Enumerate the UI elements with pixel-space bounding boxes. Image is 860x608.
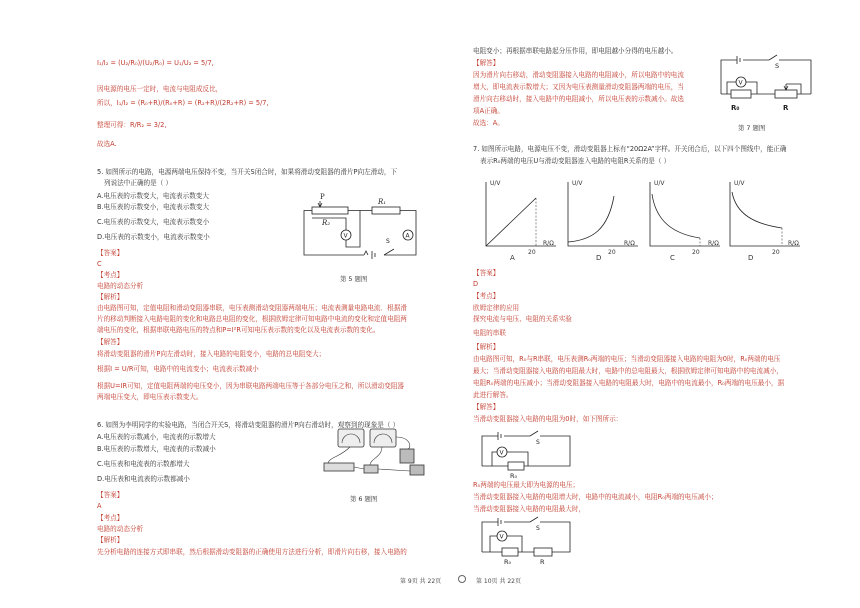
answer-label: 【答案】 xyxy=(97,249,124,257)
question-6-stem: 6. 如图为李明同学的实验电路，当闭合开关S，将滑动变阻器的滑片P向右滑动时，观察到的现象是（ ） xyxy=(97,421,400,429)
jieda-text: 根据I = U/R可知，电路中的电流变小；电流表示数减小 xyxy=(97,365,259,373)
answer-label: 【答案】 xyxy=(473,269,500,277)
answer-value: A xyxy=(97,502,102,510)
kaodian-value: 电路的动态分析 xyxy=(97,525,144,533)
graph-ylabel: U/V xyxy=(572,180,583,187)
jiexi-text: 最大；当滑动变阻器接入电路的电阻最大时，电路中的总电阻最大，根据欧姆定律可知电路中的电流减小， xyxy=(473,367,783,375)
figure-caption: 第 7 题图 xyxy=(738,124,766,132)
kaodian-value: 电阻的串联 xyxy=(473,329,506,337)
svg-text:R: R xyxy=(540,558,545,566)
jieda-text: 根据U=IR可知，定值电阻两端的电压变小，因为串联电路两端电压等于各部分电压之和，所以滑动变阻器 xyxy=(97,382,405,390)
answer-line: 故选A. xyxy=(97,140,117,148)
question-5-stem: 5. 如图所示的电路，电源两端电压保持不变，当开关S闭合时，如果将滑动变阻器的滑片P向左滑动，下 xyxy=(97,168,398,176)
answer-value: D xyxy=(473,280,479,288)
svg-text:V: V xyxy=(499,449,504,457)
option-a: A.电压表的示数变大，电流表示数变大 xyxy=(97,192,209,200)
graph-ylabel: U/V xyxy=(734,180,745,187)
text-line: 电阻变小；再根据串联电路起分压作用，即电阻越小分得的电压越小。 xyxy=(473,47,678,55)
graph-d xyxy=(724,178,804,264)
jiexi-label: 【解析】 xyxy=(473,343,500,351)
kaodian-label: 【考点】 xyxy=(97,271,124,279)
jiexi-text: 由电路图可知，定值电阻和滑动变阻器串联，电压表测滑动变阻器两端电压；电流表测量电路电流．根据滑 xyxy=(97,304,407,312)
apparatus-diagram-q6 xyxy=(320,427,438,485)
text-line: 因电源的电压一定时，电流与电阻成反比， xyxy=(97,85,223,93)
kaodian-value: 电路的动态分析 xyxy=(97,282,144,290)
option-d: D.电压表的示数变小，电流表示数变小 xyxy=(97,233,210,241)
answer-label: 【答案】 xyxy=(97,491,124,499)
jieda-text: 两端电压变大，即电压表示数变大。 xyxy=(97,393,203,401)
jieda-label: 【解答】 xyxy=(473,403,500,411)
page-number-left: 第 9页 共 22页 xyxy=(400,578,442,585)
graph-tag: A xyxy=(510,254,515,262)
figure-caption: 第 6 题图 xyxy=(350,495,378,503)
jieda-label: 【解答】 xyxy=(473,59,500,67)
jieda-text: 项A正确。 xyxy=(473,107,504,115)
jieda-label: 【解答】 xyxy=(97,338,124,346)
option-b: B.电压表的示数增大，电流表的示数减小 xyxy=(97,445,216,453)
graph-ylabel: U/V xyxy=(654,180,665,187)
answer-value: C xyxy=(97,260,102,268)
graph-xlabel: R/Ω xyxy=(543,240,554,247)
option-b: B.电压表的示数变小，电流表示数变大 xyxy=(97,203,210,211)
svg-text:R₀: R₀ xyxy=(504,558,512,566)
svg-text:A: A xyxy=(405,232,410,240)
svg-text:S: S xyxy=(536,439,540,446)
jiexi-text: 片的移动判断接入电路电阻的变化和电路总电阻的变化，根据欧姆定律可知电路中电流的变化和定值电阻两 xyxy=(97,315,407,323)
question-7-stem: 7. 如图所示电路，电源电压不变，滑动变阻器上标有“20Ω2A”字样。开关闭合后，以下四个图线中，能正确 xyxy=(473,145,787,153)
graph-tick: 20 xyxy=(692,249,700,256)
jieda-text: 当滑动变阻器接入电路的电阻为0时，如下图所示： xyxy=(473,415,623,423)
svg-text:R₀: R₀ xyxy=(510,472,518,480)
svg-text:V: V xyxy=(738,79,743,87)
option-a: A.电压表的示数减小，电流表的示数增大 xyxy=(97,433,216,441)
kaodian-value: 探究电流与电压、电阻的关系实验 xyxy=(473,315,572,323)
svg-text:P: P xyxy=(320,193,325,201)
jiexi-text: 电阻R₀两端的电压减小；当滑动变阻器接入电路的电阻最大时，电路中的电流最小，R₀两端的电压最小，据 xyxy=(473,379,785,387)
svg-text:V: V xyxy=(343,232,348,240)
jiexi-label: 【解析】 xyxy=(97,536,124,544)
svg-text:S: S xyxy=(536,525,540,532)
jieda-text: 当滑动变阻器接入电路的电阻最大时， xyxy=(473,505,586,513)
jieda-text: 当滑动变阻器接入电路的电阻增大时，电路中的电流减小，电阻R₀两端的电压减小； xyxy=(473,493,718,501)
question-5-stem: 列说法中正确的是（ ） xyxy=(104,179,173,187)
question-7-stem: 表示R₀两端的电压U与滑动变阻器连入电路的电阻R关系的是（ ） xyxy=(480,157,671,165)
svg-text:R₂: R₂ xyxy=(322,219,331,227)
svg-text:R: R xyxy=(783,104,789,112)
formula-ratio: I₁/I₂ = (U₂/R₀)/(U₂/R₀) = U₁/U₂ = 5/7, xyxy=(97,59,214,67)
circuit-diagram-q5 xyxy=(300,193,420,271)
graph-tag: D xyxy=(596,254,602,262)
jieda-text: 将滑动变阻器的滑片P向左滑动时，接入电路的电阻变小，电路的总电阻变大； xyxy=(97,350,326,358)
jieda-text: 故选：A。 xyxy=(473,119,504,127)
formula-ratio: 所以，I₁/I₂ = (R₀+R)/(R₀+R) = (R₂+R)/(2R₂+R) = 5/7, xyxy=(97,99,269,107)
graph-ylabel: U/V xyxy=(490,180,501,187)
circuit-diagram-r0-only xyxy=(478,430,574,478)
circuit-diagram-r0-r xyxy=(478,516,574,566)
graph-tag: C xyxy=(670,254,675,262)
svg-text:S: S xyxy=(386,238,390,245)
graph-xlabel: R/Ω xyxy=(708,240,719,247)
jiexi-text: 先分析电路的连接方式即串联，然后根据滑动变阻器的正确使用方法进行分析，即滑片向右移，接入电路的 xyxy=(97,548,407,556)
jiexi-label: 【解析】 xyxy=(97,293,124,301)
jiexi-text: 端电压的变化，根据串联电路电压的特点和P=I²R可知电压表示数的变化以及电流表示数的变化。 xyxy=(97,326,380,334)
svg-text:S: S xyxy=(775,62,780,70)
option-c: C.电压表的示数变大，电流表示数变小 xyxy=(97,218,210,226)
graph-xlabel: R/Ω xyxy=(788,240,799,247)
svg-text:R₀: R₀ xyxy=(731,104,740,112)
circuit-diagram-q7 xyxy=(717,54,815,122)
svg-text:R₁: R₁ xyxy=(378,198,387,206)
jieda-text: 增大，即电流表示数增大；又因为电压表测量滑动变阻器两端的电压，当 xyxy=(473,83,684,91)
graph-tick: 20 xyxy=(772,249,780,256)
graph-tick: 20 xyxy=(608,249,616,256)
jieda-text: 因为滑片向右移动，滑动变阻器接入电路的电阻减小，所以电路中的电流 xyxy=(473,71,684,79)
graph-tick: 20 xyxy=(528,249,536,256)
figure-caption: 第 5 题图 xyxy=(340,275,368,283)
kaodian-value: 欧姆定律的应用 xyxy=(473,304,520,312)
option-d: D.电压表和电流表的示数都减小 xyxy=(97,475,190,483)
page-number-right: 第 10页 共 22页 xyxy=(476,578,521,585)
graph-b xyxy=(562,178,642,264)
jiexi-text: 此进行解答。 xyxy=(473,391,513,399)
page-divider-icon xyxy=(458,575,466,583)
jiexi-text: 由电路图可知，R₀与R串联，电压表测R₀两端的电压；当滑动变阻器接入电路的电阻为0时，R₀两端的电压 xyxy=(473,355,781,363)
svg-text:V: V xyxy=(499,533,504,541)
graph-xlabel: R/Ω xyxy=(624,240,635,247)
jieda-text: R₀两端的电压最大即为电源的电压； xyxy=(473,481,580,489)
jieda-text: 滑片向右移动时，接入电路中的电阻减小，所以电压表的示数减小。故选 xyxy=(473,95,684,103)
formula-result: 整理可得：R/R₂ = 3/2, xyxy=(97,121,167,129)
graph-a xyxy=(480,178,560,264)
kaodian-label: 【考点】 xyxy=(473,292,500,300)
kaodian-label: 【考点】 xyxy=(97,514,124,522)
graph-c xyxy=(644,178,724,264)
option-c: C.电压表和电流表的示数都增大 xyxy=(97,460,190,468)
graph-tag: D xyxy=(748,254,754,262)
